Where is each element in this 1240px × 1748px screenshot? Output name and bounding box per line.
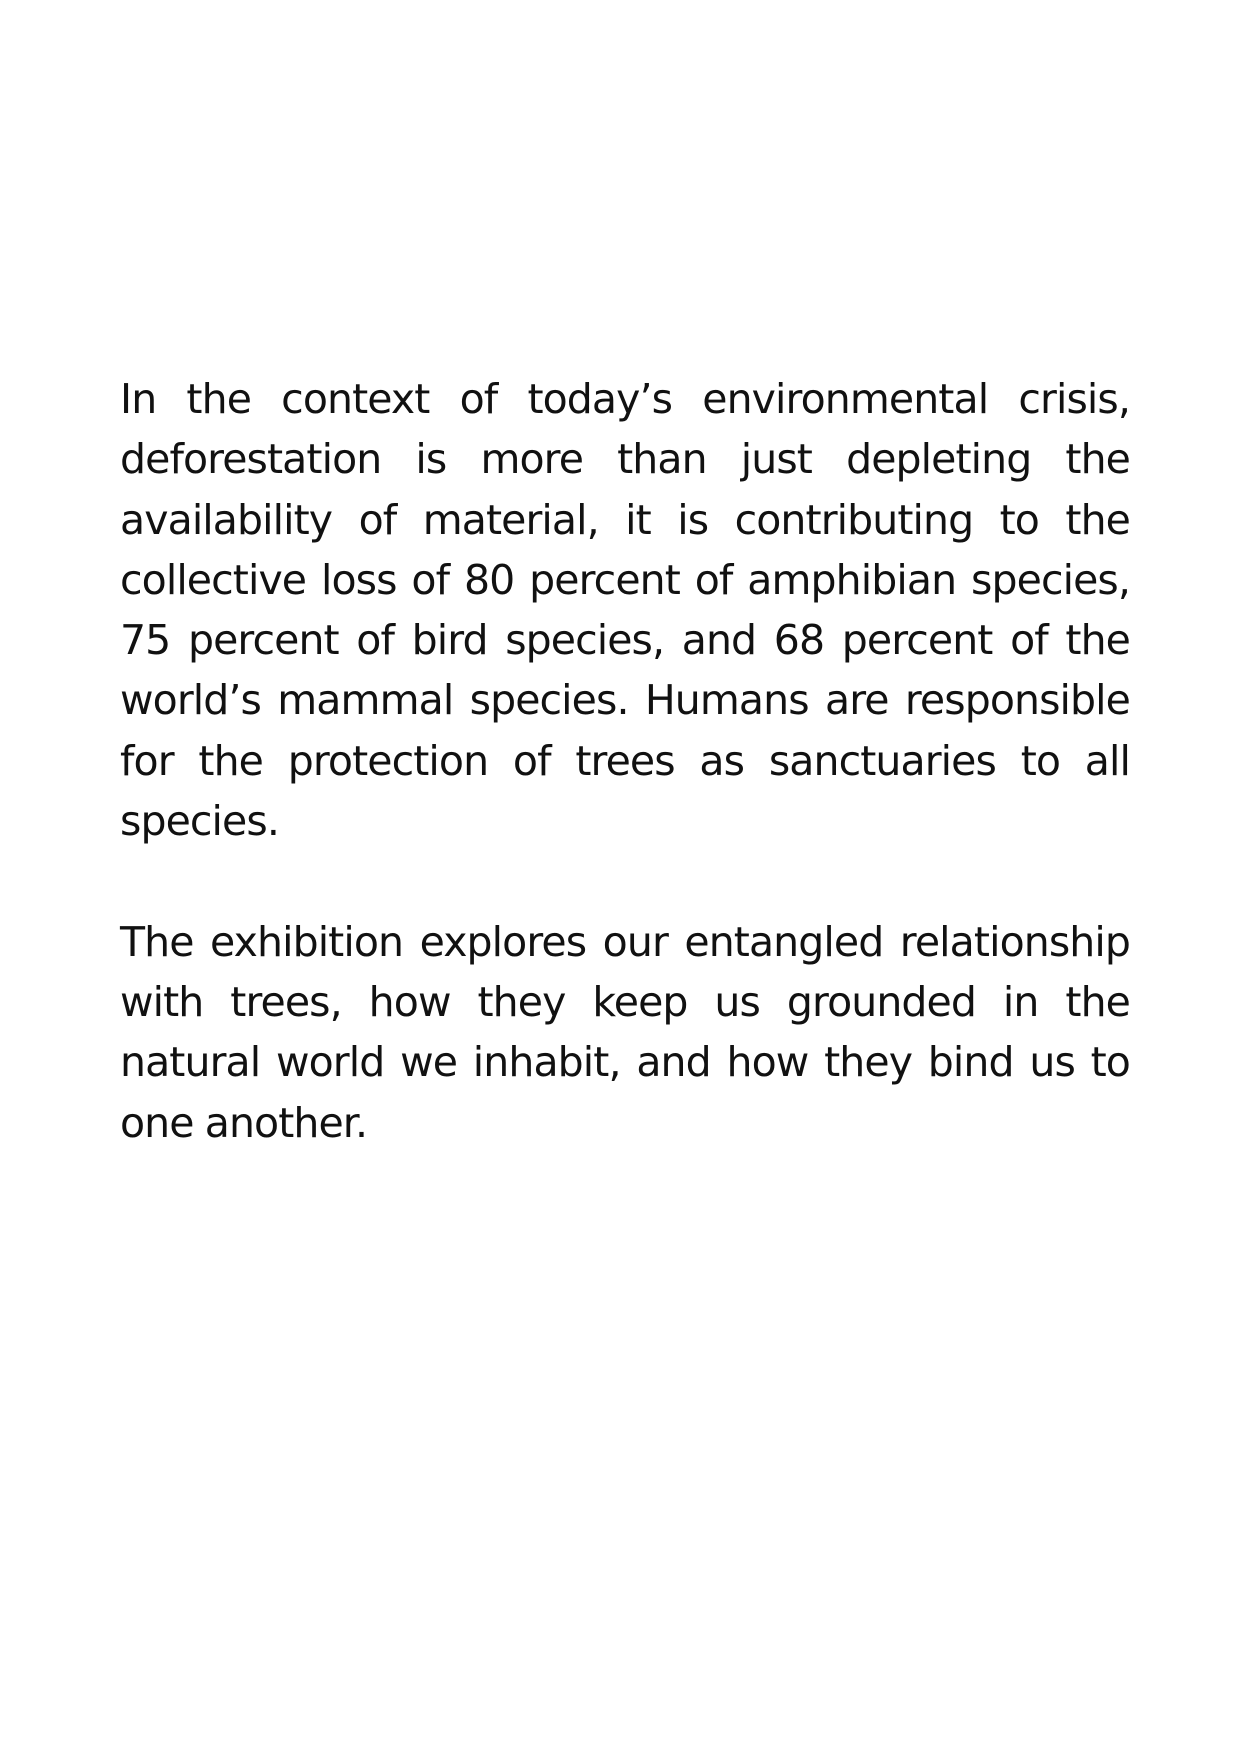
body-text bbox=[120, 369, 1130, 1153]
text-line: collective loss of 80 percent of amphibian species, bbox=[120, 555, 1130, 604]
text-line: The exhibition explores our entangled relationship bbox=[120, 917, 1130, 966]
text-line: 75 percent of bird species, and 68 percent of the bbox=[120, 616, 1130, 665]
text-line: world’s mammal species. Humans are responsible bbox=[120, 676, 1130, 725]
text-line: with trees, how they keep us grounded in the bbox=[120, 977, 1130, 1026]
text-line: natural world we inhabit, and how they bind us to bbox=[120, 1038, 1130, 1087]
paragraph-exhibition bbox=[120, 912, 1130, 1153]
paragraph-deforestation bbox=[120, 369, 1130, 851]
paragraph-spacer bbox=[120, 851, 1130, 911]
text-line: one another. bbox=[120, 1098, 368, 1147]
text-line: availability of material, it is contributing to the bbox=[120, 495, 1130, 544]
text-line: for the protection of trees as sanctuaries to all bbox=[120, 736, 1130, 785]
text-line: In the context of today’s environmental crisis, bbox=[120, 375, 1130, 423]
text-line: deforestation is more than just depleting the bbox=[120, 435, 1130, 484]
text-line: species. bbox=[120, 797, 279, 846]
